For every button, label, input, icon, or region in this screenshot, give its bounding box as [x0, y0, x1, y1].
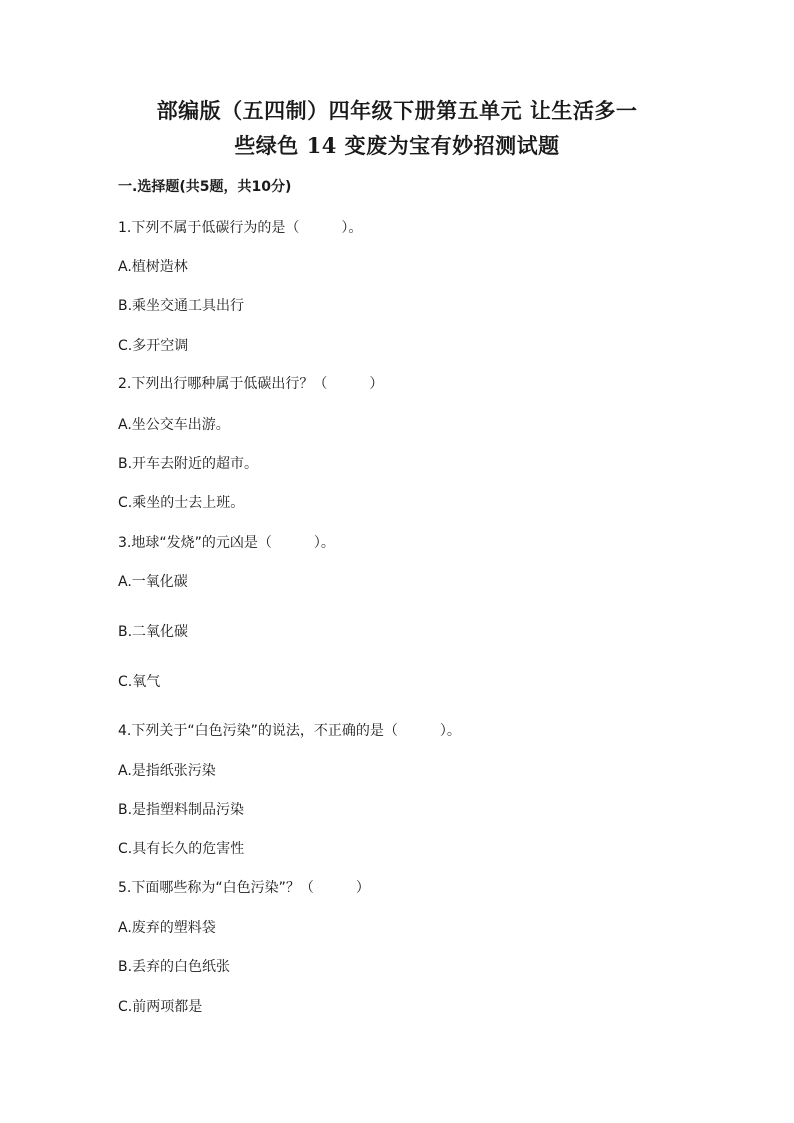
question-3-option-a: A.一氧化碳	[118, 574, 188, 590]
question-1-option-c: C.多开空调	[118, 338, 189, 354]
page-title-line-2: 些绿色 14 变废为宝有妙招测试题	[234, 133, 560, 158]
question-5-option-b: B.丢弃的白色纸张	[118, 959, 231, 975]
question-2-option-c: C.乘坐的士去上班。	[118, 495, 245, 511]
question-4-option-a: A.是指纸张污染	[118, 763, 216, 779]
page-title-line-1: 部编版（五四制）四年级下册第五单元 让生活多一	[156, 98, 638, 123]
question-2-option-b: B.开车去附近的超市。	[118, 456, 259, 472]
question-4-stem: 4.下列关于“白色污染”的说法，不正确的是（ ）。	[118, 723, 461, 739]
question-1-option-b: B.乘坐交通工具出行	[118, 298, 245, 314]
question-5-option-c: C.前两项都是	[118, 999, 203, 1015]
question-2-option-a: A.坐公交车出游。	[118, 417, 230, 433]
question-4-option-b: B.是指塑料制品污染	[118, 802, 245, 818]
section-heading: 一.选择题(共5题，共10分)	[118, 179, 292, 195]
question-3-option-b: B.二氧化碳	[118, 624, 189, 640]
question-5-option-a: A.废弃的塑料袋	[118, 920, 216, 936]
question-3-option-c: C.氧气	[118, 674, 161, 690]
question-2-stem: 2.下列出行哪种属于低碳出行？（ ）	[118, 376, 384, 392]
question-1-stem: 1.下列不属于低碳行为的是（ ）。	[118, 220, 363, 236]
question-1-option-a: A.植树造林	[118, 259, 188, 275]
question-3-stem: 3.地球“发烧”的元凶是（ ）。	[118, 535, 335, 551]
question-5-stem: 5.下面哪些称为“白色污染”？（ ）	[118, 880, 370, 896]
question-4-option-c: C.具有长久的危害性	[118, 841, 245, 857]
